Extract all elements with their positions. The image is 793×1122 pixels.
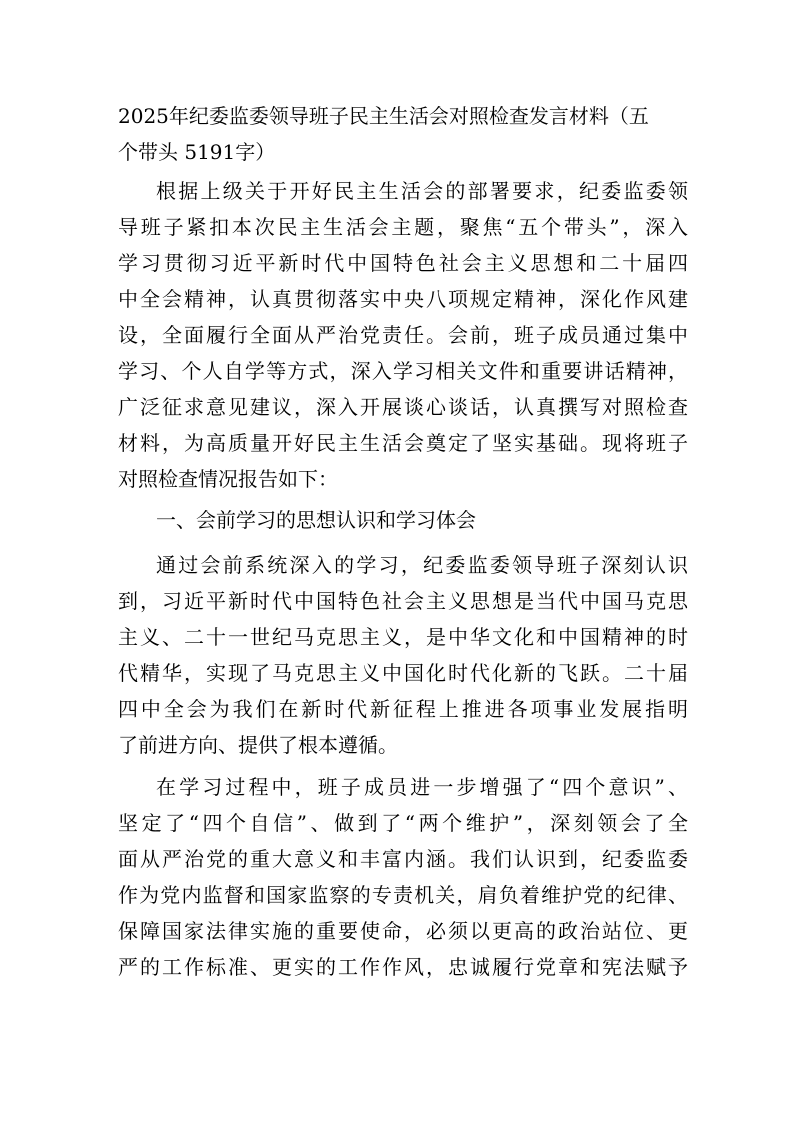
- paragraph-2-line-6: 了前进方向、提供了根本遵循。: [118, 733, 398, 757]
- paragraph-1-line-1: 根据上级关于开好民主生活会的部署要求，纪委监委领: [156, 179, 688, 203]
- paragraph-3-line-2: 坚定了“四个自信”、做到了“两个维护”，深刻领会了全: [118, 811, 688, 835]
- paragraph-1-line-7: 广泛征求意见建议，深入开展谈心谈话，认真撰写对照检查: [118, 395, 688, 419]
- paragraph-2-line-5: 四中全会为我们在新时代新征程上推进各项事业发展指明: [118, 697, 688, 721]
- paragraph-2-line-2: 到，习近平新时代中国特色社会主义思想是当代中国马克思: [118, 589, 688, 613]
- paragraph-1-line-9: 对照检查情况报告如下：: [118, 467, 338, 491]
- document-title-line-1: 2025年纪委监委领导班子民主生活会对照检查发言材料（五: [118, 104, 649, 128]
- paragraph-3-line-6: 严的工作标准、更实的工作作风，忠诚履行党章和宪法赋予: [118, 955, 688, 979]
- paragraph-1-line-2: 导班子紧扣本次民主生活会主题，聚焦“五个带头”，深入: [118, 215, 688, 239]
- paragraph-1-line-8: 材料，为高质量开好民主生活会奠定了坚实基础。现将班子: [118, 431, 688, 455]
- paragraph-1-line-5: 设，全面履行全面从严治党责任。会前，班子成员通过集中: [118, 323, 688, 347]
- paragraph-3-line-3: 面从严治党的重大意义和丰富内涵。我们认识到，纪委监委: [118, 847, 688, 871]
- paragraph-3-line-5: 保障国家法律实施的重要使命，必须以更高的政治站位、更: [118, 919, 688, 943]
- paragraph-1-line-3: 学习贯彻习近平新时代中国特色社会主义思想和二十届四: [118, 251, 688, 275]
- paragraph-1-line-6: 学习、个人自学等方式，深入学习相关文件和重要讲话精神，: [118, 359, 688, 383]
- paragraph-1-line-4: 中全会精神，认真贯彻落实中央八项规定精神，深化作风建: [118, 287, 688, 311]
- paragraph-3-line-4: 作为党内监督和国家监察的专责机关，肩负着维护党的纪律、: [118, 883, 688, 907]
- paragraph-3-line-1: 在学习过程中，班子成员进一步增强了“四个意识”、: [156, 775, 688, 799]
- section-1-heading: 一、会前学习的思想认识和学习体会: [156, 508, 476, 532]
- paragraph-2-line-1: 通过会前系统深入的学习，纪委监委领导班子深刻认识: [156, 553, 688, 577]
- paragraph-2-line-4: 代精华，实现了马克思主义中国化时代化新的飞跃。二十届: [118, 661, 688, 685]
- paragraph-2-line-3: 主义、二十一世纪马克思主义，是中华文化和中国精神的时: [118, 625, 688, 649]
- document-title-line-2: 个带头 5191字）: [118, 140, 276, 164]
